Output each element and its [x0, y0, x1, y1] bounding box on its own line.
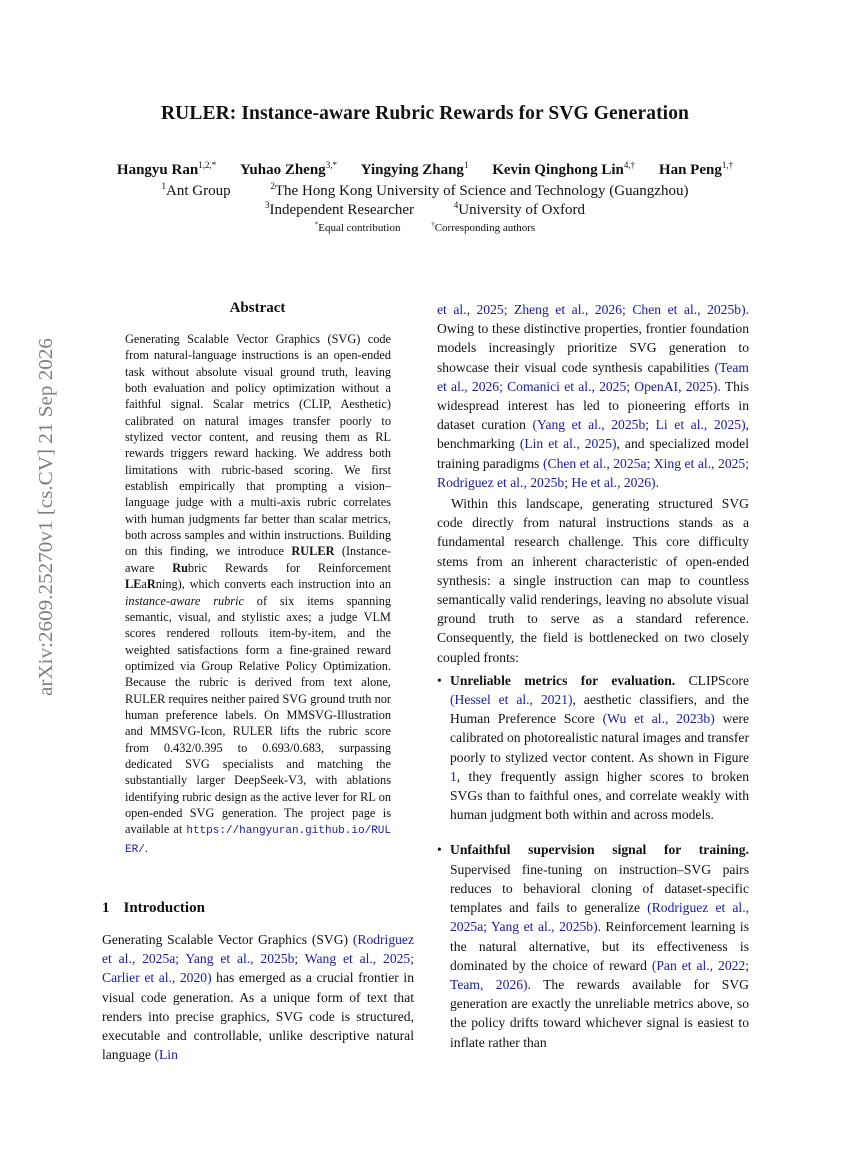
section-heading-introduction: 1 Introduction	[102, 900, 205, 916]
citation-link[interactable]: (Chen et al., 2025a; Xing et al., 2025; Rodriguez et al., 2025b; He et al., 2026)	[437, 455, 749, 490]
citation-link[interactable]: (Rodriguez et al., 2025a; Yang et al., 2025b)	[450, 900, 749, 935]
affiliation: $^3$Independent Researcher	[265, 200, 415, 218]
paragraph: et al., 2025; Zheng et al., 2026; Chen et al., 2025b). Owing to these distinctive properties, frontier foundation models increasingly prioritize SVG generation to showcase their visual code synthesis capabilities (Team et al., 2026; Comanici et al., 2025; OpenAI, 2025). This widespread interest has led to pioneering efforts in dataset curation (Yang et al., 2025b; Li et al., 2025), benchmarking (Lin et al., 2025), and specialized model training paradigms (Chen et al., 2025a; Xing et al., 2025; Rodriguez et al., 2025b; He et al., 2026).	[437, 302, 750, 490]
list-item: • Unreliable metrics for evaluation. CLIPScore (Hessel et al., 2021), aesthetic classifiers, and the Human Preference Score (Wu et al., 2023b) were calibrated on photorealistic natural images and transfer poorly to stylized vector content. As shown in Figure 1, they frequently assign higher scores to broken SVGs than to faithful ones, and correlate weakly with human judgment both within and across models.	[437, 672, 749, 823]
introduction-paragraph: Generating Scalable Vector Graphics (SVG) (Rodriguez et al., 2025a; Yang et al., 2025b; Wang et al., 2025; Carlier et al., 2020) has emerged as a crucial frontier in visual code generation. As a unique form of text that renders into precise graphics, SVG code is structured, executable and controllable, unlike descriptive natural language (Lin	[102, 932, 414, 1063]
paper-title: RULER: Instance-aware Rubric Rewards for SVG Generation	[161, 103, 689, 124]
affiliation: $^4$University of Oxford	[453, 200, 585, 218]
citation-link[interactable]: (Lin et al., 2025)	[519, 436, 617, 452]
affiliation-line	[0, 181, 850, 200]
author: Yingying Zhang$^1$	[360, 160, 469, 178]
figure-reference-link[interactable]: 1	[450, 768, 457, 784]
challenge-list	[437, 671, 749, 1052]
affiliation-line	[0, 200, 850, 219]
project-page-link[interactable]: https://hangyuran.github.io/RULER/	[125, 825, 391, 856]
citation-link[interactable]: (Wu et al., 2023b)	[602, 711, 715, 727]
author: Hangyu Ran$^{1,2,*}$	[116, 160, 217, 178]
citation-link[interactable]: et al., 2025; Zheng et al., 2026; Chen et al., 2025b).	[437, 302, 749, 317]
list-item: • Unfaithful supervision signal for training. Supervised fine-tuning on instruction–SVG pairs reduces to behavioral cloning of dataset-specific templates and fails to generalize (Rodriguez et al., 2025a; Yang et al., 2025b). Reinforcement learning is the natural alternative, but its effectiveness is dominated by the choice of reward (Pan et al., 2022; Team, 2026). The rewards available for SVG generation are exactly the unreliable metrics above, so the policy drifts toward whichever signal is easiest to inflate rather than	[437, 842, 749, 1050]
equal-contribution-note: *Equal contribution	[314, 220, 401, 234]
abstract-text: Generating Scalable Vector Graphics (SVG) code from natural-language instructions is an open-ended task without absolute visual ground truth, leaving both evaluation and policy optimization without a faithful signal. Scalar metrics (CLIP, Aesthetic) calibrated on natural images transfer poorly to stylized vector content, and reusing them as RL rewards triggers reward hacking. We address both limitations with rubric-based scoring. We first establish empirically that prompting a vision–language judge with a multi-axis rubric correlates with human judgments far better than scalar metrics, both across samples and within instructions. Building on this finding, we introduce RULER (Instance-aware Rubric Rewards for Reinforcement LEaRning), which converts each instruction into an instance-aware rubric of six items spanning semantic, visual, and stylistic axes; a judge VLM scores rendered rollouts item-by-item, and the weighted satisfactions form a fine-grained reward optimized via Group Relative Policy Optimization. Because the rubric is derived from text alone, RULER requires neither paired SVG ground truth nor human preference labels. On MMSVG-Illustration and MMSVG-Icon, RULER lifts the rubric score from 0.432/0.395 to 0.693/0.683, surpassing dedicated SVG specialists and matching the substantially larger DeepSeek-V3, with ablations identifying rubric design as the active lever for RL on open-ended SVG generation. The project page is available at https://hangyuran.github.io/RULER/.	[125, 332, 392, 856]
arxiv-stamp	[22, 336, 62, 696]
citation-link[interactable]: (Team et al., 2026; Comanici et al., 2025; OpenAI, 2025)	[437, 359, 749, 394]
citation-link[interactable]: (Hessel et al., 2021)	[450, 692, 573, 708]
arxiv-identifier: arXiv:2609.25270v1 [cs.CV] 21 Sep 2026	[35, 348, 57, 696]
bullet-icon: •	[437, 672, 442, 688]
citation-link[interactable]: (Lin	[154, 1047, 178, 1063]
citation-link[interactable]: (Rodriguez et al., 2025a; Yang et al., 2025b; Wang et al., 2025; Carlier et al., 2020)	[102, 932, 414, 986]
citation-link[interactable]: (Pan et al., 2022; Team, 2026)	[450, 957, 749, 992]
corresponding-author-note: †Corresponding authors	[431, 220, 536, 234]
author-notes	[0, 220, 850, 234]
affiliation: $^2$The Hong Kong University of Science and Technology (Guangzhou)	[270, 181, 689, 199]
paragraph: Within this landscape, generating structured SVG code directly from natural instructions stands as a fundamental research challenge. This core difficulty stems from an inherent characteristic of open-ended synthesis: a single instruction can map to countless semantically valid renderings, leaving no absolute visual ground truth to serve as a standard reference. Consequently, the field is bottlenecked on two closely coupled fronts:	[437, 496, 749, 665]
citation-link[interactable]: (Yang et al., 2025b; Li et al., 2025)	[532, 417, 746, 433]
author: Han Peng$^{1,\dagger}$	[658, 160, 734, 178]
abstract-heading: Abstract	[229, 300, 286, 316]
affiliation: $^1$Ant Group	[161, 181, 231, 199]
right-column	[437, 300, 749, 1052]
author-list	[0, 160, 850, 179]
author: Yuhao Zheng$^{3,*}$	[239, 160, 337, 178]
bullet-icon: •	[437, 842, 442, 858]
author: Kevin Qinghong Lin$^{4,\dagger}$	[492, 160, 636, 178]
